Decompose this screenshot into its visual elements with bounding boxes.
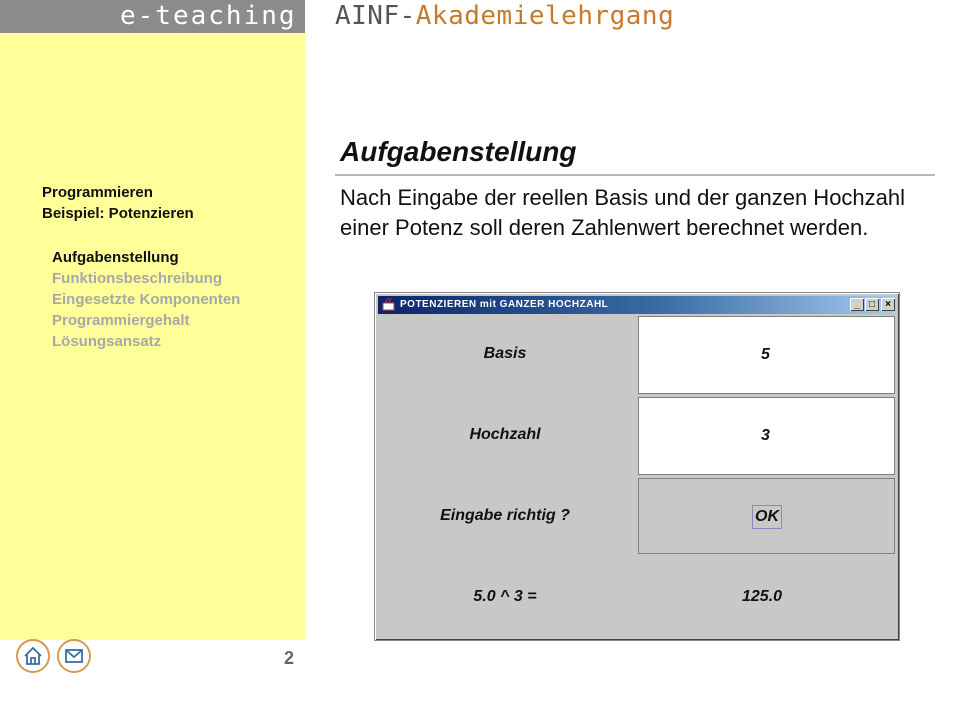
result-value: 125.0: [742, 588, 783, 605]
sidebar-item-loesungsansatz[interactable]: Lösungsansatz: [52, 333, 162, 350]
task-description: Nach Eingabe der reellen Basis und der ganzen Hochzahl einer Potenz soll deren Zahlenwert berechnet werden.: [340, 185, 906, 240]
sidebar: [0, 33, 305, 640]
app-window-title: POTENZIEREN mit GANZER HOCHZAHL: [400, 299, 609, 310]
close-button[interactable]: ×: [881, 298, 895, 311]
sidebar-item-funktionsbeschreibung[interactable]: Funktionsbeschreibung: [52, 270, 223, 287]
sidebar-heading: [42, 182, 194, 224]
sidebar-nav: [52, 247, 240, 352]
basis-label: Basis: [483, 345, 527, 362]
mail-icon[interactable]: [57, 639, 91, 673]
sidebar-section: Programmieren: [42, 184, 153, 201]
app-window-titlebar[interactable]: [378, 296, 896, 314]
sidebar-item-eingesetzte-komponenten[interactable]: Eingesetzte Komponenten: [52, 291, 241, 308]
course-title: [335, 0, 674, 33]
java-app-icon: [382, 298, 395, 311]
brand-logo-text: e-teaching: [120, 1, 297, 31]
course-title-part2: Akademielehrgang: [415, 1, 675, 31]
hochzahl-input[interactable]: [638, 397, 895, 475]
formula-label: 5.0 ^ 3 =: [473, 588, 537, 605]
sidebar-item-programmiergehalt[interactable]: Programmiergehalt: [52, 312, 190, 329]
check-label: Eingabe richtig ?: [440, 507, 570, 524]
hochzahl-label: Hochzahl: [469, 426, 541, 443]
basis-value: 5: [761, 346, 770, 363]
title-divider: [335, 174, 935, 176]
sidebar-item-aufgabenstellung[interactable]: Aufgabenstellung: [52, 249, 179, 266]
page-title: Aufgabenstellung: [340, 136, 577, 167]
app-window: [374, 292, 900, 641]
home-icon[interactable]: [16, 639, 50, 673]
ok-panel: [638, 478, 895, 554]
minimize-button[interactable]: _: [850, 298, 864, 311]
course-title-part1: AINF-: [335, 1, 416, 31]
maximize-button[interactable]: □: [865, 298, 879, 311]
sidebar-subsection: Beispiel: Potenzieren: [42, 205, 194, 222]
page-number: 2: [284, 648, 295, 668]
basis-input[interactable]: [638, 316, 895, 394]
ok-button[interactable]: OK: [752, 505, 782, 529]
hochzahl-value: 3: [761, 427, 770, 444]
